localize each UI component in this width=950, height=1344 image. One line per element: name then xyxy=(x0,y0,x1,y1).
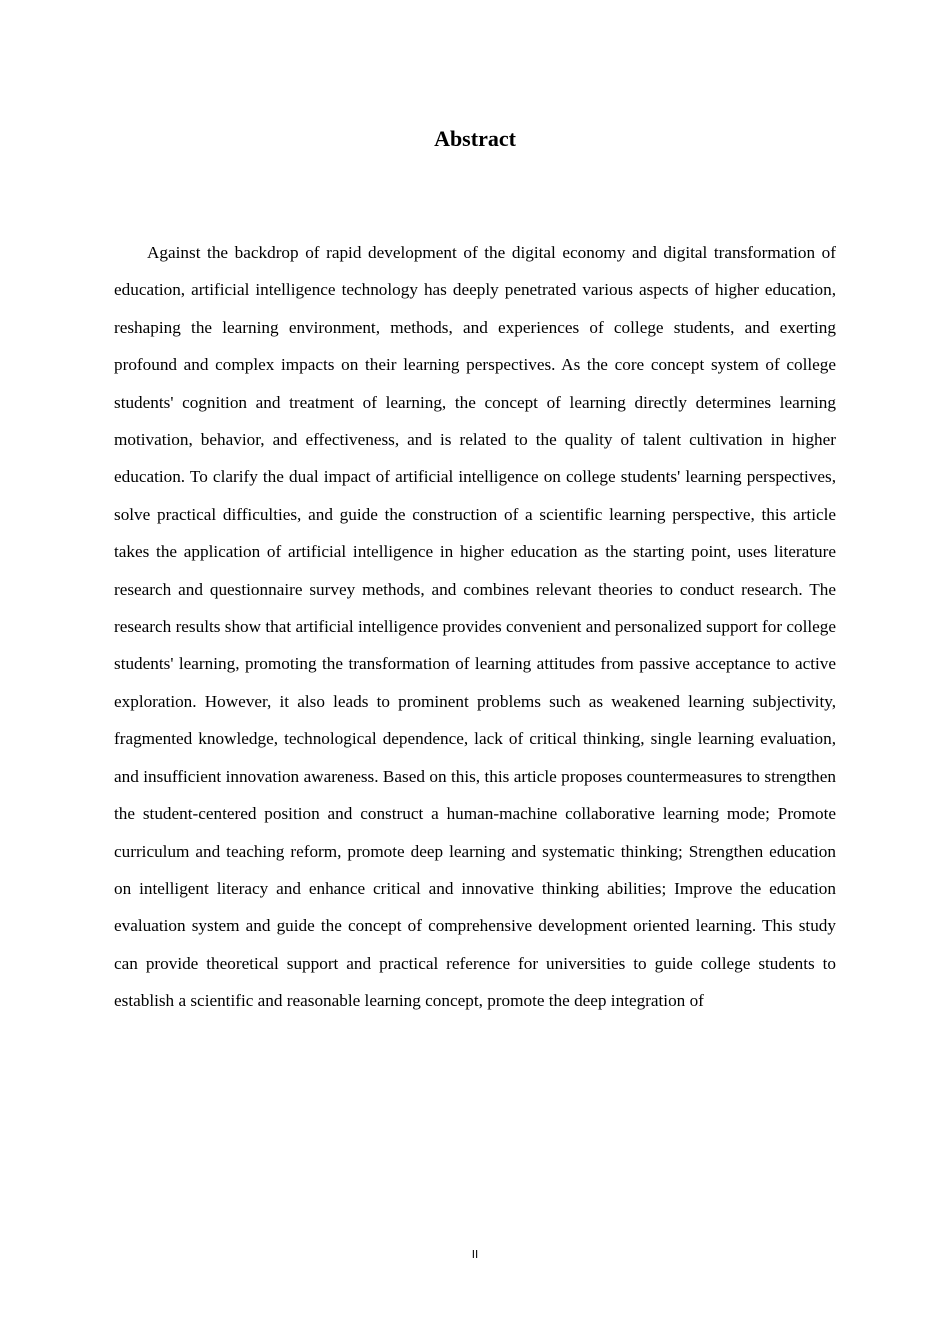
abstract-paragraph: Against the backdrop of rapid development of the digital economy and digital transformation of education, artificial intelligence technology has deeply penetrated various aspects of higher education, reshaping the learning environment, methods, and experiences of college students, and exerting profound and complex impacts on their learning perspectives. As the core concept system of college students' cognition and treatment of learning, the concept of learning directly determines learning motivation, behavior, and effectiveness, and is related to the quality of talent cultivation in higher education. To clarify the dual impact of artificial intelligence on college students' learning perspectives, solve practical difficulties, and guide the construction of a scientific learning perspective, this article takes the application of artificial intelligence in higher education as the starting point, uses literature research and questionnaire survey methods, and combines relevant theories to conduct research. The research results show that artificial intelligence provides convenient and personalized support for college students' learning, promoting the transformation of learning attitudes from passive acceptance to active exploration. However, it also leads to prominent problems such as weakened learning subjectivity, fragmented knowledge, technological dependence, lack of critical thinking, single learning evaluation, and insufficient innovation awareness. Based on this, this article proposes countermeasures to strengthen the student-centered position and construct a human-machine collaborative learning mode; Promote curriculum and teaching reform, promote deep learning and systematic thinking; Strengthen education on intelligent literacy and enhance critical and innovative thinking abilities; Improve the education evaluation system and guide the concept of comprehensive development oriented learning. This study can provide theoretical support and practical reference for universities to guide college students to establish a scientific and reasonable learning concept, promote the deep integration of xyxy=(114,243,836,1011)
page-title: Abstract xyxy=(434,126,516,151)
page-number: II xyxy=(471,1248,479,1261)
